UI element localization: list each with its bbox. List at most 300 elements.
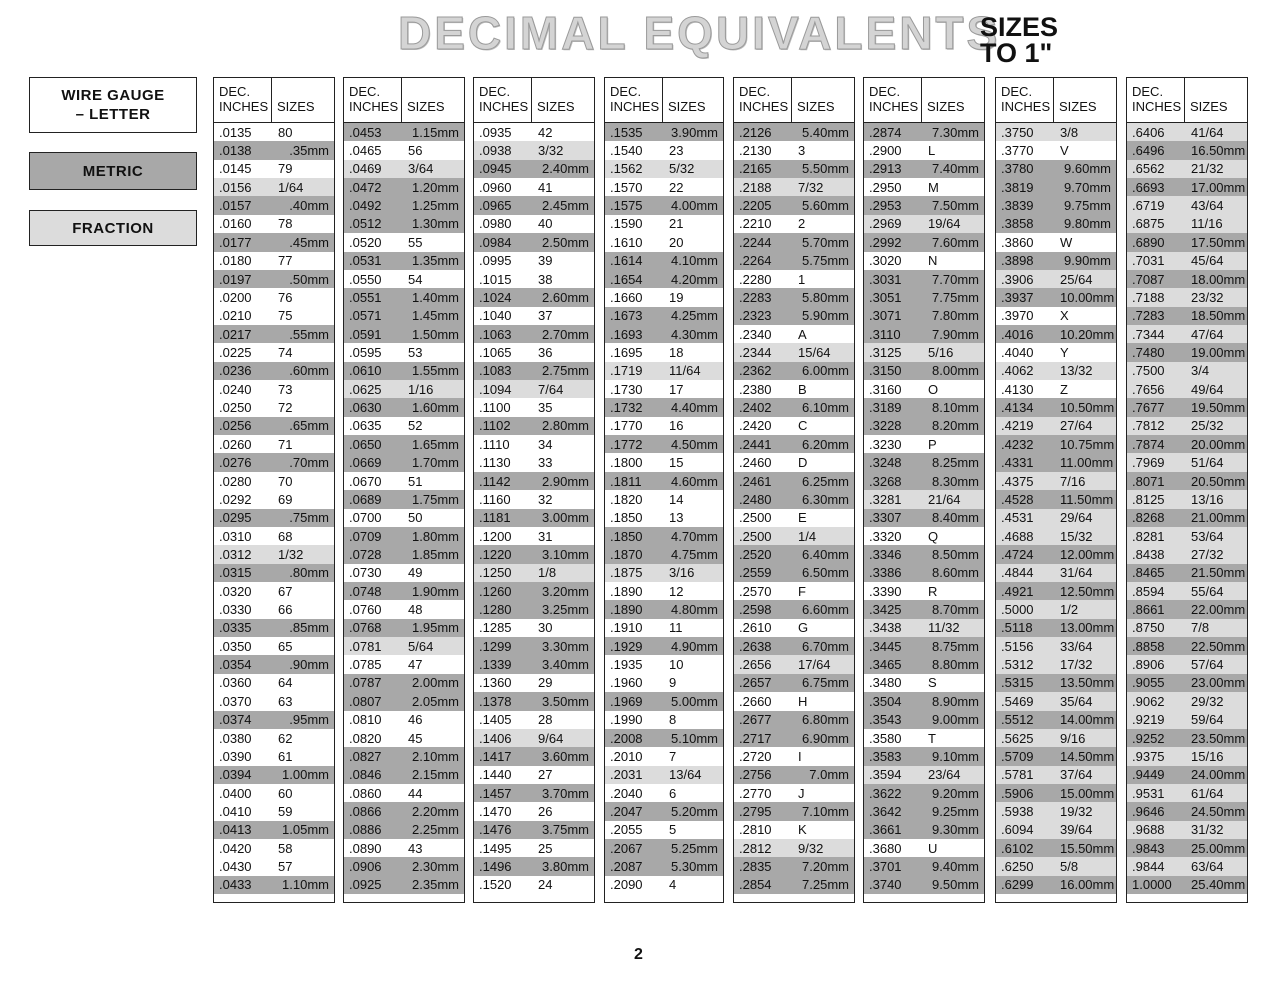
decimal-value: .7500 [1132,363,1165,379]
decimal-value: .0430 [219,859,252,875]
table-row [996,215,1116,233]
table-row [474,490,594,508]
decimal-value: .0938 [479,143,512,159]
decimal-value: .7283 [1132,308,1165,324]
decimal-value: .1772 [610,436,643,452]
decimal-value: .1820 [610,491,643,507]
decimal-value: .2657 [739,675,772,691]
table-row [734,160,854,178]
decimal-value: .8281 [1132,528,1165,544]
table-row [1127,288,1247,306]
decimal-value: .0551 [349,289,382,305]
decimal-value: .2520 [739,546,772,562]
decimal-value: .1495 [479,840,512,856]
decimal-value: .2340 [739,326,772,342]
table-row [474,252,594,270]
table-row [864,123,984,141]
size-value: 14.00mm [1060,712,1115,728]
size-value: 5/32 [669,161,695,177]
decimal-value: .0135 [219,124,252,140]
size-value: 17/64 [798,657,831,673]
decimal-value: .3425 [869,602,902,618]
table-row [996,490,1116,508]
decimal-value: .0260 [219,436,252,452]
table-row [1127,233,1247,251]
size-value: .65mm [289,418,329,434]
decimal-value: .3750 [1001,124,1034,140]
decimal-value: .0980 [479,216,512,232]
decimal-value: .0390 [219,748,252,764]
size-value: W [1060,234,1073,250]
table-row [214,178,334,196]
decimal-value: .2165 [739,161,772,177]
table-row [996,766,1116,784]
decimal-value: .1800 [610,455,643,471]
size-value: .60mm [289,363,329,379]
decimal-value: .3906 [1001,271,1034,287]
decimal-value: .0890 [349,840,382,856]
table-row [996,453,1116,471]
table-row [1127,711,1247,729]
decimal-value: .8268 [1132,510,1165,526]
size-value: C [798,418,808,434]
size-value: 3 [798,143,806,159]
size-value: 1.60mm [412,400,459,416]
decimal-value: .1142 [479,473,511,489]
table-row [864,876,984,894]
table-row [1127,307,1247,325]
size-value: 6.90mm [802,730,849,746]
size-value: 10.20mm [1060,326,1115,342]
size-value: 28 [538,712,553,728]
size-value: .90mm [289,657,329,673]
table-row [605,692,723,710]
size-value: O [928,381,939,397]
size-value: 10 [669,657,684,673]
table-row [864,490,984,508]
table-row [864,233,984,251]
table-row [344,123,464,141]
decimal-value: .0595 [349,344,382,360]
header-dec-label: DEC. [610,84,642,99]
table-row [996,674,1116,692]
table-row [996,398,1116,416]
decimal-value: .9843 [1132,840,1165,856]
table-row [864,527,984,545]
decimal-value: .1695 [610,344,643,360]
decimal-value: .0469 [349,161,382,177]
size-value: 8 [669,712,677,728]
header-sizes-label: SIZES [277,99,315,114]
decimal-value: .0866 [349,803,382,819]
table-row [605,876,723,894]
decimal-value: .2188 [739,179,772,195]
table-row [344,490,464,508]
size-value: 29/64 [1060,510,1093,526]
table-row [1127,802,1247,820]
size-value: 53/64 [1191,528,1224,544]
column-header [996,78,1116,123]
decimal-value: .0380 [219,730,252,746]
size-value: 55 [408,234,423,250]
table-row [734,362,854,380]
table-row [864,545,984,563]
size-value: 2.50mm [542,234,589,250]
decimal-value: .1770 [610,418,643,434]
decimal-value: .4528 [1001,491,1034,507]
table-row [734,307,854,325]
header-dec-inches [344,78,402,122]
decimal-value: .0180 [219,253,252,269]
decimal-value: .2362 [739,363,772,379]
column-header [734,78,854,123]
size-value: 29 [538,675,553,691]
decimal-value: .2264 [739,253,772,269]
table-row [605,784,723,802]
decimal-value: .3898 [1001,253,1034,269]
table-row [344,747,464,765]
decimal-value: .1040 [479,308,512,324]
decimal-value: .4375 [1001,473,1034,489]
decimal-value: .2656 [739,657,772,673]
decimal-value: .6693 [1132,179,1165,195]
table-row [344,527,464,545]
header-dec-inches [864,78,922,122]
decimal-value: .0177 [219,234,252,250]
decimal-value: .1417 [479,748,512,764]
size-value: 41/64 [1191,124,1224,140]
table-row [474,472,594,490]
table-row [864,784,984,802]
decimal-value: .4531 [1001,510,1034,526]
table-row [734,784,854,802]
size-value: 7.30mm [932,124,979,140]
table-row [734,196,854,214]
table-row [344,674,464,692]
size-value: 17/32 [1060,657,1093,673]
header-sizes-label: SIZES [537,99,575,114]
size-value: 69 [278,491,293,507]
subtitle-line-2: TO 1" [980,38,1053,68]
column-header [214,78,334,123]
decimal-value: .0197 [219,271,252,287]
decimal-value: .5118 [1001,620,1033,636]
size-value: .95mm [289,712,329,728]
size-value: 4.40mm [671,400,718,416]
table-row [344,233,464,251]
table-row [474,564,594,582]
size-value: 4.00mm [671,198,718,214]
size-value: 6.30mm [802,491,849,507]
decimal-value: .4040 [1001,344,1034,360]
size-value: 1.75mm [412,491,459,507]
decimal-value: .1200 [479,528,512,544]
size-value: 7 [669,748,677,764]
header-inches-label: INCHES [479,99,529,114]
size-value: 23/64 [928,767,961,783]
table-row [605,398,723,416]
page-number: 2 [634,946,643,963]
size-value: 24 [538,877,553,893]
decimal-value: .2090 [610,877,643,893]
decimal-value: .0394 [219,767,252,783]
size-value: 22.50mm [1191,638,1246,654]
decimal-value: .1929 [610,638,643,654]
size-value: 9.70mm [1064,179,1111,195]
size-value: 49 [408,565,423,581]
table-row [344,857,464,875]
size-value: 3.80mm [542,859,589,875]
size-value: 76 [278,289,293,305]
decimal-value: .3583 [869,748,902,764]
size-value: 11/32 [928,620,960,636]
table-row [1127,674,1247,692]
decimal-value: .0157 [219,198,252,214]
decimal-value: .0669 [349,455,382,471]
decimal-value: .1024 [479,289,512,305]
decimal-value: .0820 [349,730,382,746]
decimal-value: .1457 [479,785,512,801]
table-row [996,233,1116,251]
size-value: 1.10mm [282,877,329,893]
table-row [864,711,984,729]
table-row [864,343,984,361]
legend-wire-gauge [29,77,197,133]
size-value: 25/32 [1191,418,1224,434]
size-value: 31/64 [1060,565,1093,581]
size-value: 9.00mm [932,712,979,728]
table-row [734,711,854,729]
decimal-value: .8661 [1132,602,1165,618]
table-row [605,325,723,343]
size-value: 2.60mm [542,289,589,305]
table-row [344,711,464,729]
table-row [214,839,334,857]
decimal-value: .1875 [610,565,643,581]
size-value: 7/8 [1191,620,1210,636]
table-row [214,509,334,527]
decimal-value: .2441 [739,436,772,452]
size-value: 43 [408,840,423,856]
table-row [214,490,334,508]
table-row [344,453,464,471]
decimal-value: .8465 [1132,565,1165,581]
size-value: 53 [408,344,423,360]
table-row [605,619,723,637]
decimal-value: .1110 [479,436,510,452]
decimal-value: .7677 [1132,400,1165,416]
decimal-value: .1130 [479,455,511,471]
decimal-value: .1732 [610,400,643,416]
table-row [344,637,464,655]
table-row [996,655,1116,673]
table-row [996,343,1116,361]
decimal-value: .3594 [869,767,902,783]
table-row [864,141,984,159]
decimal-value: .2638 [739,638,772,654]
table-row [734,343,854,361]
decimal-value: .2610 [739,620,772,636]
size-value: .35mm [289,143,329,159]
size-value: 13.50mm [1060,675,1115,691]
size-value: 1/2 [1060,602,1079,618]
header-inches-label: INCHES [219,99,269,114]
decimal-value: .0760 [349,602,382,618]
decimal-value: .9055 [1132,675,1165,691]
size-value: 1/64 [278,179,304,195]
table-row [734,509,854,527]
decimal-value: .0728 [349,546,382,562]
table-row [996,876,1116,894]
table-row [214,123,334,141]
size-value: 7.20mm [802,859,849,875]
size-value: 4.60mm [671,473,718,489]
table-row [1127,582,1247,600]
decimal-value: .4331 [1001,455,1034,471]
size-value: 4.10mm [671,253,718,269]
table-row [214,527,334,545]
size-value: 26 [538,803,553,819]
size-value: 5/8 [1060,859,1079,875]
decimal-value: .2660 [739,693,772,709]
size-value: 54 [408,271,423,287]
size-value: 1.25mm [412,198,459,214]
decimal-value: .1654 [610,271,643,287]
decimal-value: .1083 [479,363,512,379]
size-value: 5.70mm [802,234,849,250]
decimal-value: .3320 [869,528,902,544]
table-row [474,802,594,820]
size-value: H [798,693,808,709]
decimal-value: .3110 [869,326,901,342]
decimal-value: .4062 [1001,363,1034,379]
table-row [214,674,334,692]
decimal-value: .1181 [479,510,511,526]
table-row [605,747,723,765]
size-value: 66 [278,602,293,618]
decimal-value: .2380 [739,381,772,397]
table-row [996,637,1116,655]
table-row [344,178,464,196]
size-value: .70mm [289,455,329,471]
table-row [214,655,334,673]
size-value: 6.70mm [802,638,849,654]
table-row [214,802,334,820]
decimal-value: .5906 [1001,785,1034,801]
decimal-value: .0335 [219,620,252,636]
decimal-value: .1250 [479,565,512,581]
size-value: 61/64 [1191,785,1224,801]
decimal-value: .0472 [349,179,382,195]
table-row [734,692,854,710]
decimal-value: .3386 [869,565,902,581]
decimal-value: .3125 [869,344,902,360]
decimal-value: .0945 [479,161,512,177]
size-value: 49/64 [1191,381,1224,397]
decimal-value: .0520 [349,234,382,250]
table-row [1127,784,1247,802]
header-dec-label: DEC. [739,84,771,99]
table-row [214,380,334,398]
decimal-value: .0256 [219,418,252,434]
size-value: Z [1060,381,1068,397]
size-value: V [1060,143,1069,159]
table-row [474,600,594,618]
decimal-value: .3438 [869,620,902,636]
decimal-value: .2244 [739,234,772,250]
table-row [996,545,1116,563]
size-value: 2.20mm [412,803,459,819]
size-value: 25.00mm [1191,840,1246,856]
table-row [734,288,854,306]
table-row [864,839,984,857]
decimal-value: .1015 [479,271,512,287]
table-row [734,729,854,747]
size-value: 10.00mm [1060,289,1115,305]
decimal-value: .2913 [869,161,902,177]
decimal-value: .9531 [1132,785,1165,801]
decimal-value: .2950 [869,179,902,195]
decimal-value: .5315 [1001,675,1034,691]
decimal-value: .0310 [219,528,252,544]
table-row [214,453,334,471]
size-value: 50 [408,510,423,526]
decimal-value: .2402 [739,400,772,416]
size-value: 3.00mm [542,510,589,526]
size-value: 6.60mm [802,602,849,618]
size-value: U [928,840,938,856]
size-value: F [798,583,806,599]
decimal-value: .0413 [219,822,252,838]
decimal-value: .0370 [219,693,252,709]
size-value: 9.60mm [1064,161,1111,177]
table-row [1127,453,1247,471]
size-value: 5.00mm [671,693,718,709]
decimal-value: .2500 [739,528,772,544]
table-row [605,233,723,251]
decimal-value: .2087 [610,859,643,875]
size-value: 11/16 [1191,216,1223,232]
decimal-value: .3020 [869,253,902,269]
size-value: 14.50mm [1060,748,1115,764]
decimal-value: .1719 [610,363,643,379]
decimal-value: .2460 [739,455,772,471]
size-value: N [928,253,938,269]
size-value: 4.75mm [671,546,718,562]
table-row [214,435,334,453]
size-value: 8.30mm [932,473,979,489]
size-value: 8.50mm [932,546,979,562]
size-value: 3/32 [538,143,564,159]
size-value: 61 [278,748,293,764]
size-value: Y [1060,344,1069,360]
size-value: 9/32 [798,840,824,856]
table-row [1127,655,1247,673]
size-value: 7.90mm [932,326,979,342]
size-value: 4 [669,877,677,893]
decimal-value: .0571 [349,308,382,324]
table-row [344,509,464,527]
table-row [734,380,854,398]
size-value: 18 [669,344,684,360]
size-value: 7.80mm [932,308,979,324]
decimal-value: .4724 [1001,546,1034,562]
decimal-value: .3248 [869,455,902,471]
size-value: 2.05mm [412,693,459,709]
size-value: 48 [408,602,423,618]
decimal-value: .3860 [1001,234,1034,250]
decimal-value: .1610 [610,234,643,250]
